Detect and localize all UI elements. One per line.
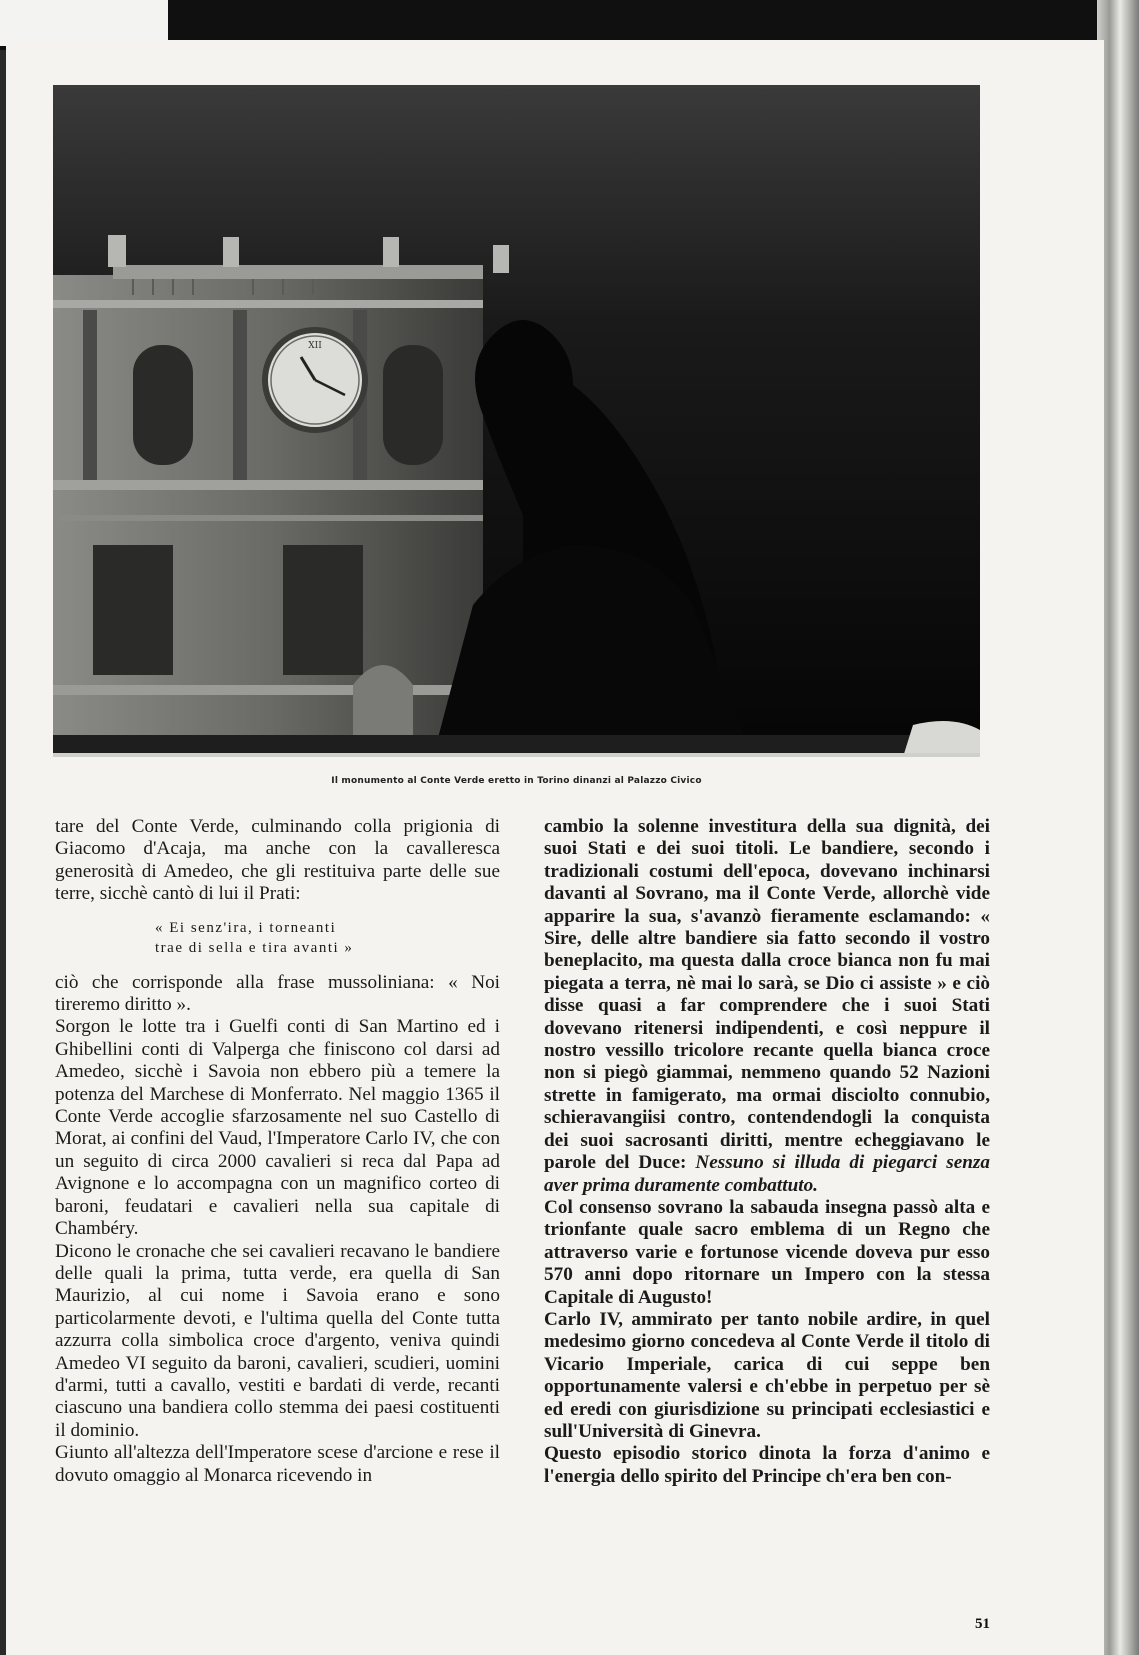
right-column: [544, 816, 990, 1488]
right-paragraph-1-text: cambio la solenne investitura della sua dignità, dei suoi Stati e dei suoi titoli. Le bandiere, secondo i tradizionali costumi dell'epoca, dovevano inchinarsi davanti al Sovrano, ma il Conte Verde, allorchè vide apparire la sua, s'avanzò fieramente esclamando: « Sire, delle altre bandiere sia fatto secondo il vostro beneplacito, ma questa dalla croce bianca non fu mai piegata a terra, nè mai lo sarà, se Dio ci assiste » e ciò disse quasi a far comprendere che i suoi Stati dovevano ritenersi indipendenti, e così neppure il nostro vessillo tricolore recante quella bianca croce non si piegò giammai, nemmeno quando 52 Nazioni strette in famigerato, ma ormai disciolto connubio, schieravangiisi contro, contendendogli la conquista dei suoi sacrosanti diritti, mentre echeggiavano le parole del Duce:: [544, 816, 990, 1174]
right-paragraph-2: Col consenso sovrano la sabauda insegna passò alta e trionfante quale sacro emblema di un Regno che attraverso varie e fortunose vicende doveva pur esso 570 anni dopo ritornare un Impero con la stessa Capitale di Augusto!: [544, 1196, 990, 1308]
right-paragraph-1: [544, 816, 990, 1197]
photo-caption: Il monumento al Conte Verde eretto in Torino dinanzi al Palazzo Civico: [331, 776, 702, 786]
duce-quote: Nessuno si illuda di piegarci senza aver prima duramente combattuto.: [544, 1152, 990, 1196]
page-number: 51: [975, 1616, 990, 1632]
left-paragraph-3: Sorgon le lotte tra i Guelfi conti di San Martino ed i Ghibellini conti di Valperga che finiscono col darsi ad Amedeo, sicchè i Savoia non ebbero più a temere la potenza del Marchese di Monferrato. Nel maggio 1365 il Conte Verde accoglie sfarzosamente nel suo Castello di Morat, ai confini del Vaud, l'Imperatore Carlo IV, che con un seguito di circa 2000 cavalieri si reca dal Papa ad Avignone e lo accompagna con un magnifico corteo di baroni, feudatari e cavalieri nella sua capitale di Chambéry.: [55, 1016, 500, 1240]
prati-quote: [155, 918, 500, 958]
quote-line-1: « Ei senz'ira, i torneanti: [155, 919, 337, 936]
left-paragraph-2: ciò che corrisponde alla frase mussoliniana: « Noi tireremo diritto ».: [55, 971, 500, 1016]
left-column: [55, 816, 500, 1487]
quote-line-2: trae di sella e tira avanti »: [155, 939, 354, 956]
right-paragraph-4: Questo episodio storico dinota la forza d'animo e l'energia dello spirito del Principe ch'era ben con-: [544, 1443, 990, 1487]
monument-photo-drawing: [53, 85, 980, 757]
left-paragraph-4: Dicono le cronache che sei cavalieri recavano le bandiere delle quali la prima, tutta verde, era quella di San Maurizio, al cui nome i Savoia erano e sono particolarmente devoti, e l'ultima quella del Conte tutta azzurra colla simbolica croce d'argento, veniva quindi Amedeo VI seguito da baroni, cavalieri, scudieri, uomini d'armi, tutti a cavallo, vestiti e bardati di verde, recanti ciascuno una bandiera collo stemma dei paesi costituenti il dominio.: [55, 1240, 500, 1441]
clock-numeral: XII: [308, 341, 322, 351]
left-paragraph-5: Giunto all'altezza dell'Imperatore scese d'arcione e rese il dovuto omaggio al Monarca ricevendo in: [55, 1442, 500, 1486]
right-paragraph-3: Carlo IV, ammirato per tanto nobile ardire, in quel medesimo giorno concedeva al Conte Verde il titolo di Vicario Imperiale, carica di cui seppe ben opportunamente valersi e ch'ebbe in perpetuo per sè ed eredi con giurisdizione su principati ecclesiastici e sull'Università di Ginevra.: [544, 1308, 990, 1442]
left-paragraph-1: tare del Conte Verde, culminando colla prigionia di Giacomo d'Acaja, ma anche con la cavalleresca generosità di Amedeo, che gli restituiva parte delle sue terre, sicchè cantò di lui il Prati:: [55, 816, 500, 905]
monument-photo: [53, 85, 980, 757]
